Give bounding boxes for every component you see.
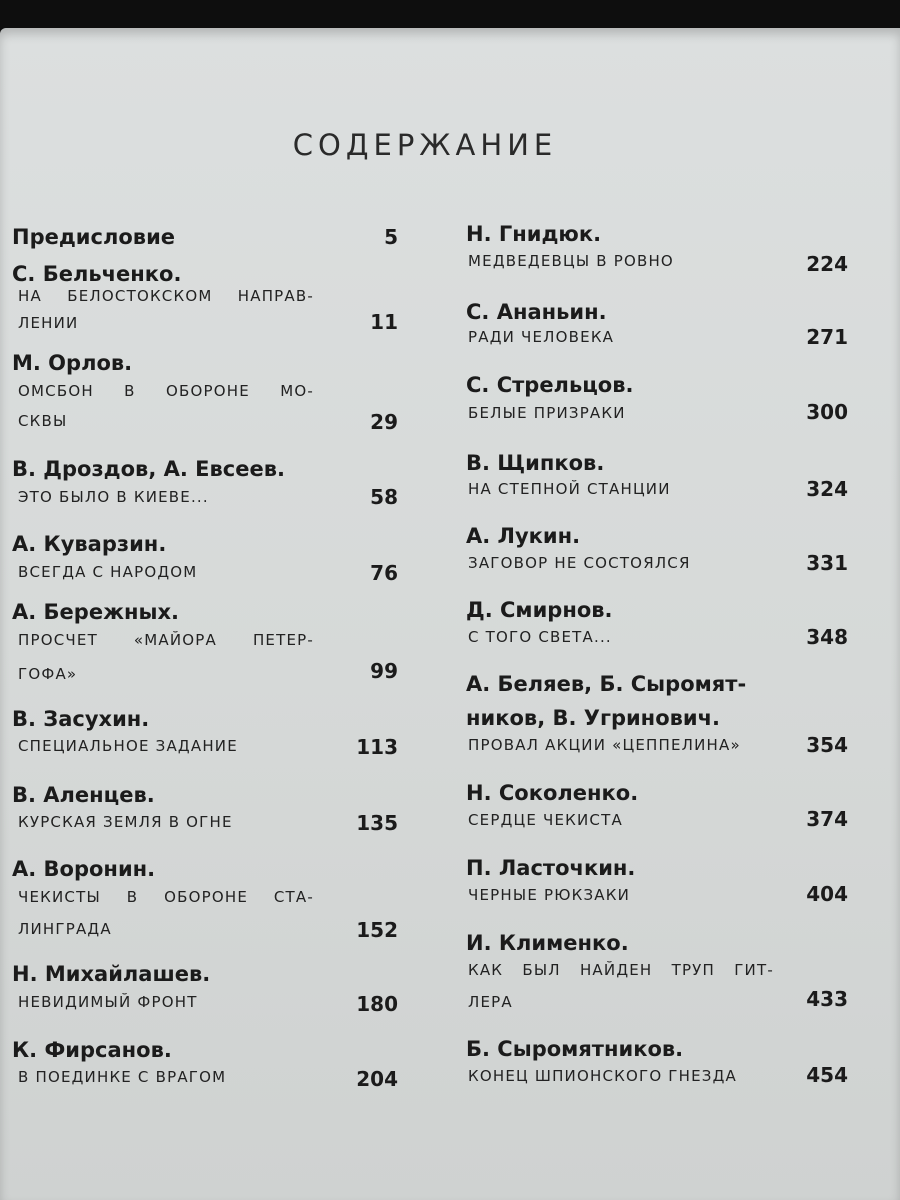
entry-title-line: ПРОВАЛ АКЦИИ «ЦЕППЕЛИНА» [468,736,741,754]
entry-title-line: ПРОСЧЕТ «МАЙОРА ПЕТЕР- [18,631,314,649]
entry-title-line: ГОФА» [18,665,78,683]
entry-author: А. Бережных. [12,600,179,624]
entry-page-number: 433 [806,987,848,1011]
entry-title-line: ВСЕГДА С НАРОДОМ [18,563,198,581]
entry-title-line: НА СТЕПНОЙ СТАНЦИИ [468,480,671,498]
entry-page-number: 135 [356,811,398,835]
entry-author: Н. Соколенко. [466,781,639,805]
entry-author: Б. Сыромятников. [466,1037,684,1061]
entry-title-line: ЭТО БЫЛО В КИЕВЕ... [18,488,209,506]
entry-author: М. Орлов. [12,351,133,375]
entry-page-number: 454 [806,1063,848,1087]
entry-author: И. Клименко. [466,931,629,955]
entry-title-line: КОНЕЦ ШПИОНСКОГО ГНЕЗДА [468,1067,738,1085]
entry-page-number: 404 [806,882,848,906]
entry-title-line: ОМСБОН В ОБОРОНЕ МО- [18,382,314,400]
entry-page-number: 300 [806,400,848,424]
entry-author: В. Засухин. [12,707,150,731]
entry-author: А. Воронин. [12,857,156,881]
entry-page-number: 29 [370,410,398,434]
entry-title-line: ЛЕРА [468,993,513,1011]
entry-page-number: 374 [806,807,848,831]
entry-title-line: НА БЕЛОСТОКСКОМ НАПРАВ- [18,287,314,305]
entry-page-number: 113 [356,735,398,759]
entry-title-line: РАДИ ЧЕЛОВЕКА [468,328,615,346]
entry-page-number: 204 [356,1067,398,1091]
entry-page-number: 224 [806,252,848,276]
entry-author: С. Бельченко. [12,262,182,286]
entry-author: А. Куварзин. [12,532,167,556]
entry-title-line: БЕЛЫЕ ПРИЗРАКИ [468,404,626,422]
entry-page-number: 58 [370,485,398,509]
entry-author: А. Беляев, Б. Сыромят- [466,672,747,696]
entry-page-number: 331 [806,551,848,575]
entry-page-number: 5 [384,225,398,249]
entry-title-line: В ПОЕДИНКЕ С ВРАГОМ [18,1068,227,1086]
entry-title-line: ЛЕНИИ [18,314,79,332]
entry-page-number: 76 [370,561,398,585]
entry-title-line: ЛИНГРАДА [18,920,112,938]
entry-author: Н. Гнидюк. [466,222,602,246]
page-title: СОДЕРЖАНИЕ [292,128,558,162]
entry-author: В. Щипков. [466,451,605,475]
entry-page-number: 271 [806,325,848,349]
entry-title-line: КУРСКАЯ ЗЕМЛЯ В ОГНЕ [18,813,233,831]
entry-title-line: С ТОГО СВЕТА... [468,628,612,646]
entry-page-number: 152 [356,918,398,942]
entry-page-number: 348 [806,625,848,649]
entry-title-line: ЗАГОВОР НЕ СОСТОЯЛСЯ [468,554,691,572]
entry-title-line: КАК БЫЛ НАЙДЕН ТРУП ГИТ- [468,961,774,979]
entry-title-line: ЧЕРНЫЕ РЮКЗАКИ [468,886,631,904]
entry-author: Предисловие [12,225,176,249]
entry-author: С. Ананьин. [466,300,607,324]
entry-page-number: 99 [370,659,398,683]
entry-title-line: МЕДВЕДЕВЦЫ В РОВНО [468,252,674,270]
entry-author: С. Стрельцов. [466,373,634,397]
entry-author: В. Аленцев. [12,783,155,807]
entry-page-number: 354 [806,733,848,757]
entry-page-number: 180 [356,992,398,1016]
entry-title-line: ЧЕКИСТЫ В ОБОРОНЕ СТА- [18,888,314,906]
entry-author: А. Лукин. [466,524,581,548]
entry-title-line: СКВЫ [18,412,68,430]
entry-author: В. Дроздов, А. Евсеев. [12,457,285,481]
entry-title-line: НЕВИДИМЫЙ ФРОНТ [18,993,198,1011]
entry-title-line: СЕРДЦЕ ЧЕКИСТА [468,811,623,829]
entry-page-number: 324 [806,477,848,501]
entry-author: Д. Смирнов. [466,598,613,622]
entry-page-number: 11 [370,310,398,334]
entry-author: К. Фирсанов. [12,1038,172,1062]
entry-author: Н. Михайлашев. [12,962,211,986]
entry-author: П. Ласточкин. [466,856,636,880]
entry-title-line: СПЕЦИАЛЬНОЕ ЗАДАНИЕ [18,737,238,755]
entry-author-continued: ников, В. Угринович. [466,706,721,730]
